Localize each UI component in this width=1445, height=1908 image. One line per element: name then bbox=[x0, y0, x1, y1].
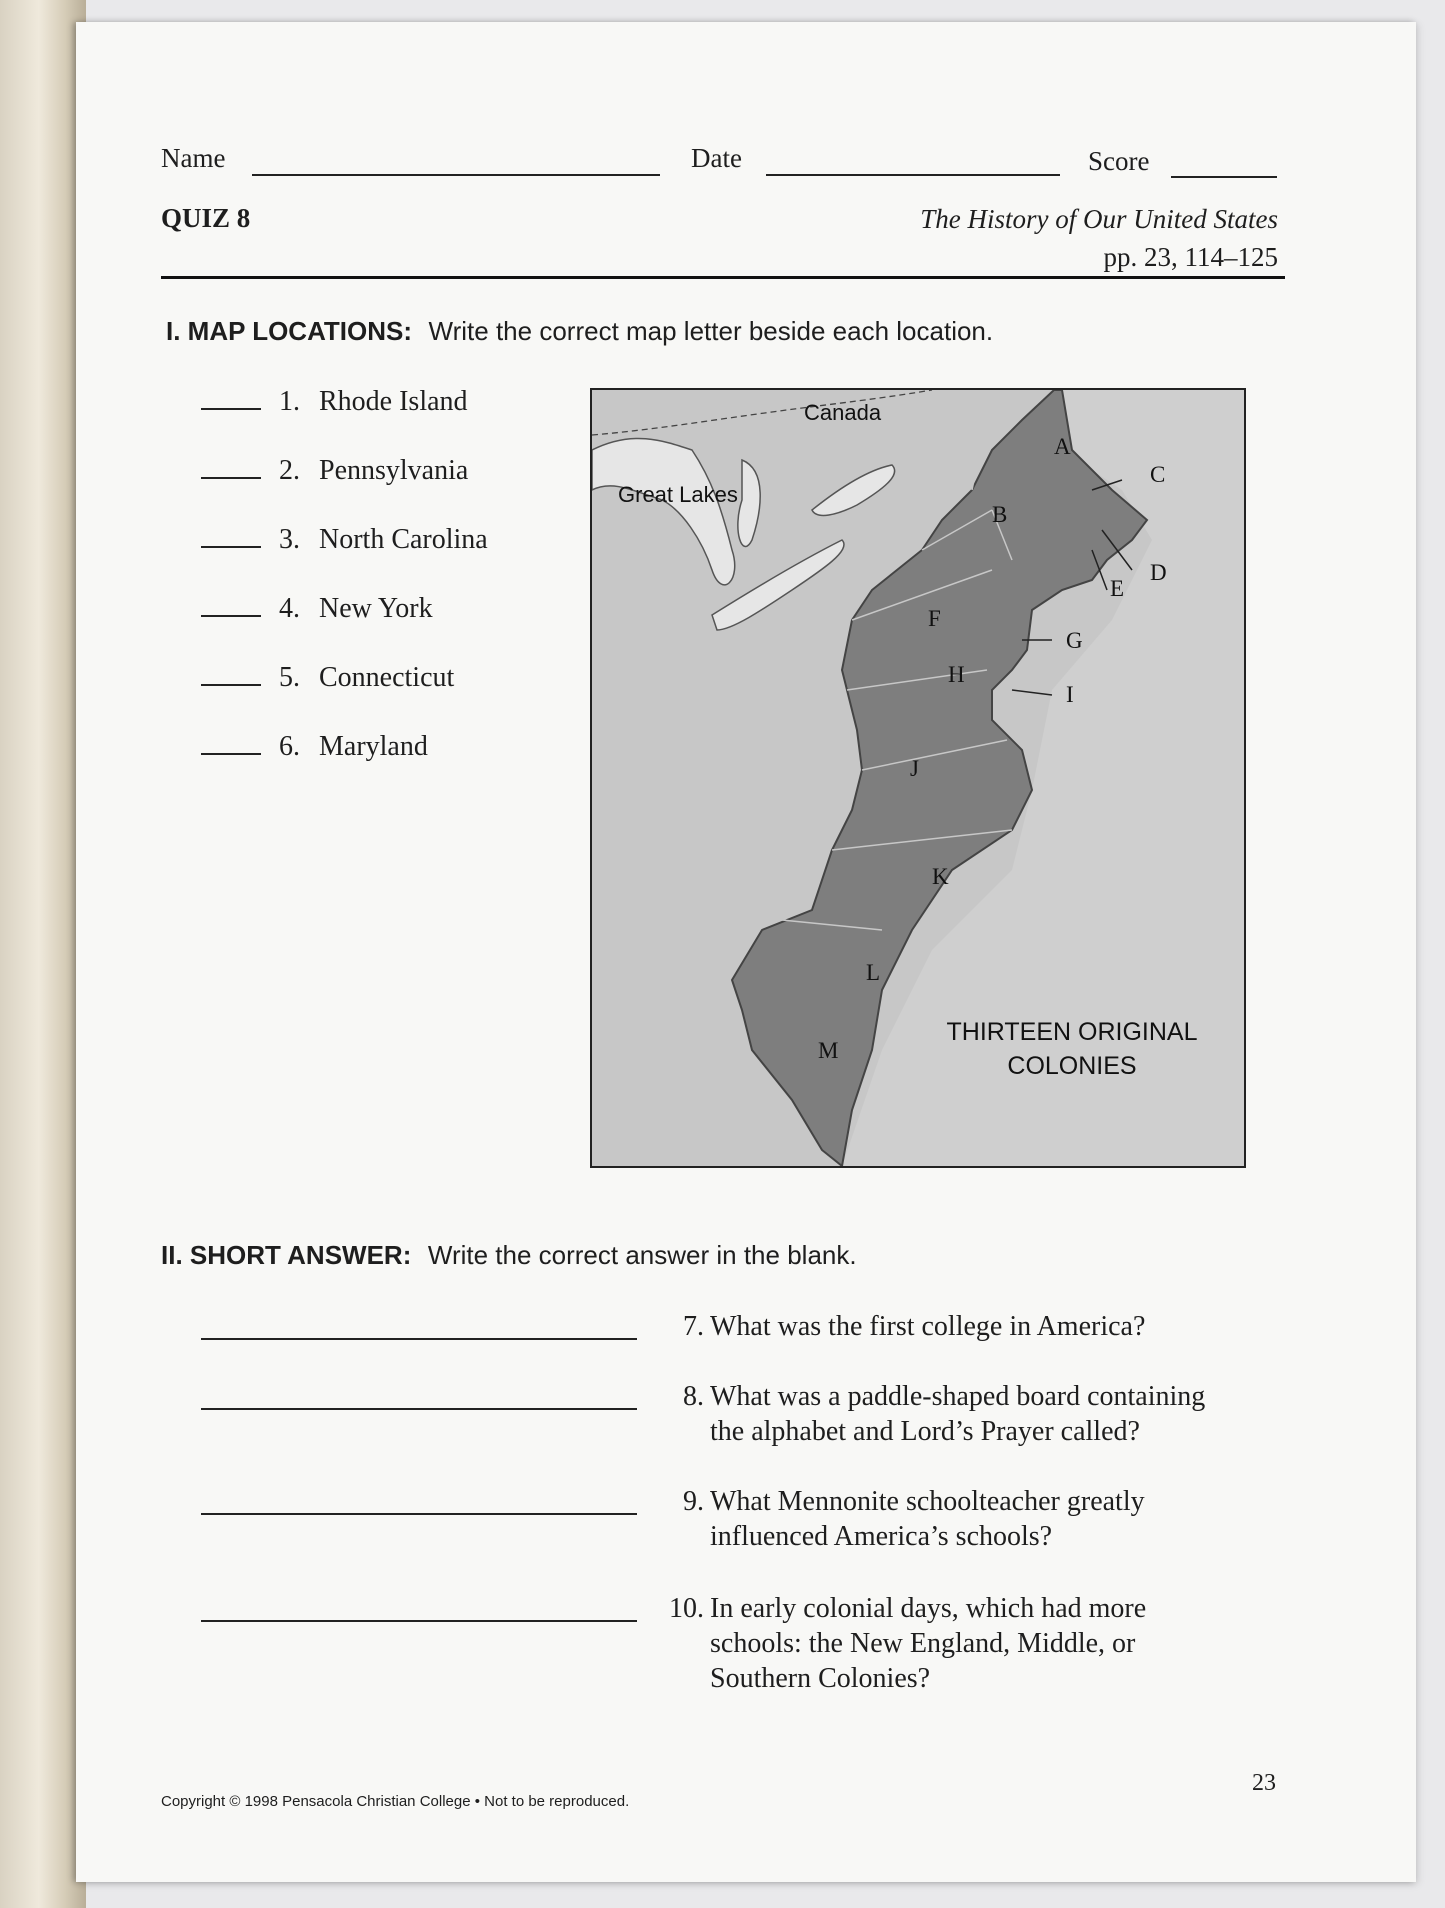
pages-reference: pp. 23, 114–125 bbox=[1103, 242, 1278, 272]
question-text: What Mennonite schoolteacher greatly bbox=[710, 1486, 1145, 1517]
question-text: the alphabet and Lord’s Prayer called? bbox=[710, 1416, 1140, 1447]
item-label: Maryland bbox=[319, 731, 428, 762]
date-label: Date bbox=[691, 143, 742, 173]
map-letter-c: C bbox=[1150, 462, 1166, 487]
item-number: 6. bbox=[279, 731, 300, 762]
name-field[interactable] bbox=[252, 174, 660, 176]
map-letter-l: L bbox=[866, 960, 881, 985]
map-letter-g: G bbox=[1066, 628, 1083, 653]
section2-heading-row bbox=[161, 1240, 857, 1271]
item-number: 4. bbox=[279, 593, 300, 624]
answer-blank-5[interactable] bbox=[201, 683, 261, 686]
question-text: What was a paddle-shaped board containing bbox=[710, 1381, 1206, 1412]
map-item-4 bbox=[201, 593, 433, 625]
question-text: Southern Colonies? bbox=[710, 1663, 931, 1694]
map-letter-h: H bbox=[948, 662, 965, 687]
quiz-title: QUIZ 8 bbox=[161, 203, 251, 233]
answer-blank-4[interactable] bbox=[201, 614, 261, 617]
item-number: 1. bbox=[279, 386, 300, 417]
date-field[interactable] bbox=[766, 174, 1060, 176]
question-text: schools: the New England, Middle, or bbox=[710, 1628, 1136, 1659]
map-letter-i: I bbox=[1066, 682, 1074, 707]
question-8 bbox=[683, 1379, 1206, 1449]
section1-instruction: Write the correct map letter beside each location. bbox=[428, 316, 994, 346]
map-letter-f: F bbox=[928, 606, 941, 631]
short-answer-blank-9[interactable] bbox=[201, 1513, 637, 1515]
question-9 bbox=[683, 1484, 1145, 1554]
name-label: Name bbox=[161, 143, 226, 173]
item-number: 3. bbox=[279, 524, 300, 555]
item-label: Rhode Island bbox=[319, 386, 468, 417]
answer-blank-6[interactable] bbox=[201, 752, 261, 755]
section2-instruction: Write the correct answer in the blank. bbox=[427, 1240, 857, 1270]
question-text: What was the first college in America? bbox=[710, 1311, 1146, 1342]
score-label: Score bbox=[1088, 146, 1150, 176]
short-answer-blank-8[interactable] bbox=[201, 1408, 637, 1410]
header-divider bbox=[161, 276, 1285, 279]
item-label: New York bbox=[319, 593, 433, 624]
short-answer-blank-10[interactable] bbox=[201, 1620, 637, 1622]
map-letter-b: B bbox=[992, 502, 1008, 527]
section1-heading: I. MAP LOCATIONS: bbox=[166, 316, 413, 346]
map-letter-d: D bbox=[1150, 560, 1167, 585]
short-answer-blank-7[interactable] bbox=[201, 1338, 637, 1340]
score-field[interactable] bbox=[1171, 176, 1277, 178]
answer-blank-1[interactable] bbox=[201, 407, 261, 410]
map-caption-line2: COLONIES bbox=[1007, 1052, 1137, 1080]
question-7 bbox=[683, 1309, 1146, 1344]
item-number: 2. bbox=[279, 455, 300, 486]
item-number: 5. bbox=[279, 662, 300, 693]
great-lakes-label: Great Lakes bbox=[618, 482, 738, 507]
question-text: influenced America’s schools? bbox=[710, 1521, 1053, 1552]
section2-heading: II. SHORT ANSWER: bbox=[161, 1240, 412, 1270]
map-caption-line1: THIRTEEN ORIGINAL bbox=[946, 1018, 1198, 1046]
colonies-map bbox=[590, 388, 1246, 1168]
map-item-6 bbox=[201, 731, 428, 763]
map-item-5 bbox=[201, 662, 454, 694]
map-letter-a: A bbox=[1054, 434, 1071, 459]
question-text: In early colonial days, which had more bbox=[710, 1593, 1147, 1624]
map-item-3 bbox=[201, 524, 488, 556]
item-label: Pennsylvania bbox=[319, 455, 469, 486]
item-label: Connecticut bbox=[319, 662, 455, 693]
map-letter-j: J bbox=[910, 756, 919, 781]
question-number: 10. bbox=[669, 1593, 704, 1624]
map-letter-k: K bbox=[932, 864, 949, 889]
answer-blank-3[interactable] bbox=[201, 545, 261, 548]
question-10 bbox=[669, 1591, 1147, 1696]
map-item-2 bbox=[201, 455, 468, 487]
map-item-1 bbox=[201, 386, 468, 418]
map-letter-m: M bbox=[818, 1038, 839, 1063]
question-number: 9. bbox=[683, 1486, 704, 1517]
answer-blank-2[interactable] bbox=[201, 476, 261, 479]
section1-heading-row bbox=[166, 316, 993, 347]
book-title: The History of Our United States bbox=[920, 204, 1278, 234]
copyright-notice: Copyright © 1998 Pensacola Christian College • Not to be reproduced. bbox=[161, 1793, 630, 1810]
colonies-map-svg bbox=[592, 390, 1244, 1166]
map-letter-e: E bbox=[1110, 576, 1125, 601]
canada-label: Canada bbox=[804, 400, 882, 425]
question-number: 7. bbox=[683, 1311, 704, 1342]
question-number: 8. bbox=[683, 1381, 704, 1412]
worksheet-page bbox=[76, 22, 1416, 1882]
book-spine bbox=[0, 0, 86, 1908]
item-label: North Carolina bbox=[319, 524, 488, 555]
page-number: 23 bbox=[1252, 1770, 1276, 1796]
